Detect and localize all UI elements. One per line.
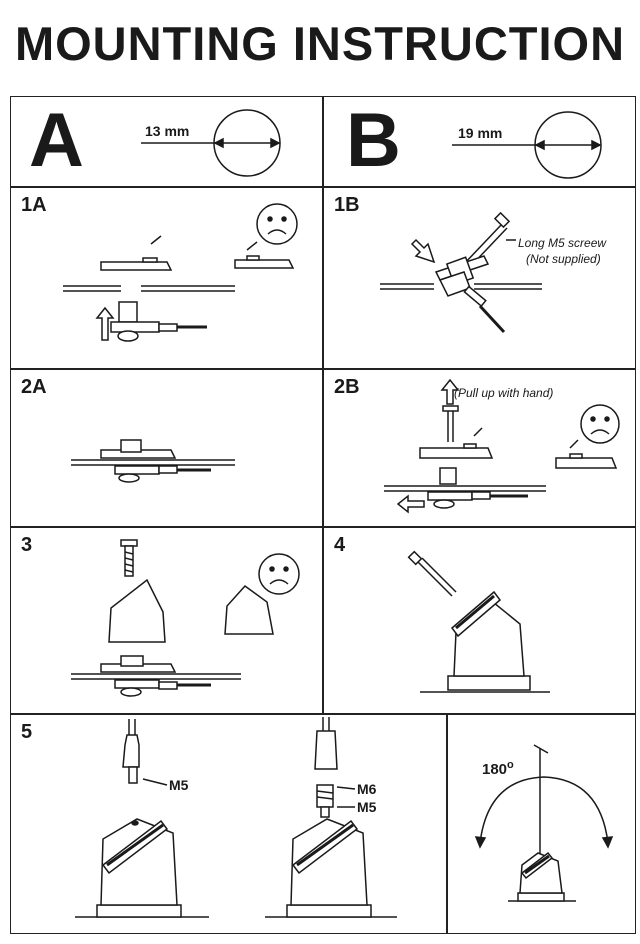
- option-b-panel: [323, 96, 636, 187]
- step-3-label: 3: [21, 534, 33, 556]
- thread-label-m5-right: M5: [357, 799, 377, 815]
- option-b-letter: B: [346, 98, 401, 183]
- thread-label-m5-left: M5: [169, 777, 189, 793]
- hole-diagram-13mm: [11, 97, 324, 188]
- screw-note-line2: (Not supplied): [526, 252, 601, 266]
- step-5-illustration: [11, 715, 448, 935]
- step-2a-illustration: [11, 370, 324, 528]
- step-2b-illustration: [324, 370, 637, 528]
- step-3-illustration: [11, 528, 324, 715]
- step-2b-panel: [323, 369, 636, 527]
- pull-up-note: (Pull up with hand): [454, 386, 554, 400]
- rotation-value: 180: [482, 761, 508, 778]
- thread-label-m6: M6: [357, 781, 377, 797]
- hole-diagram-19mm: [324, 97, 637, 188]
- instruction-grid: [10, 96, 636, 934]
- step-2a-panel: [10, 369, 323, 527]
- step-1b-illustration: [324, 188, 637, 370]
- sad-face-icon: [259, 554, 299, 594]
- option-a-panel: [10, 96, 323, 187]
- step-5-panel: [10, 714, 447, 934]
- arrow-left-icon: [398, 496, 424, 512]
- page-title: MOUNTING INSTRUCTION: [14, 17, 626, 70]
- step-2b-label: 2B: [334, 376, 360, 398]
- step-5-label: 5: [21, 721, 33, 743]
- rotation-illustration: [448, 715, 637, 935]
- step-1a-label: 1A: [21, 194, 47, 216]
- step-4-label: 4: [334, 534, 346, 556]
- option-a-hole-size: 13 mm: [145, 123, 190, 139]
- arrow-down-icon: [412, 240, 434, 262]
- step-3-panel: [10, 527, 323, 714]
- step-1b-panel: [323, 187, 636, 369]
- sad-face-icon: [581, 405, 619, 443]
- step-2a-label: 2A: [21, 376, 47, 398]
- rotation-unit: o: [507, 759, 514, 771]
- step-1a-panel: [10, 187, 323, 369]
- option-b-hole-size: 19 mm: [458, 125, 503, 141]
- screw-note-line1: Long M5 screew: [518, 236, 607, 250]
- step-4-panel: [323, 527, 636, 714]
- step-1b-label: 1B: [334, 194, 360, 216]
- option-a-letter: A: [29, 98, 84, 183]
- step-4-illustration: [324, 528, 637, 715]
- step-1a-illustration: [11, 188, 324, 370]
- rotation-panel: [447, 714, 636, 934]
- sad-face-icon: [257, 204, 297, 244]
- arrow-up-icon: [442, 380, 458, 404]
